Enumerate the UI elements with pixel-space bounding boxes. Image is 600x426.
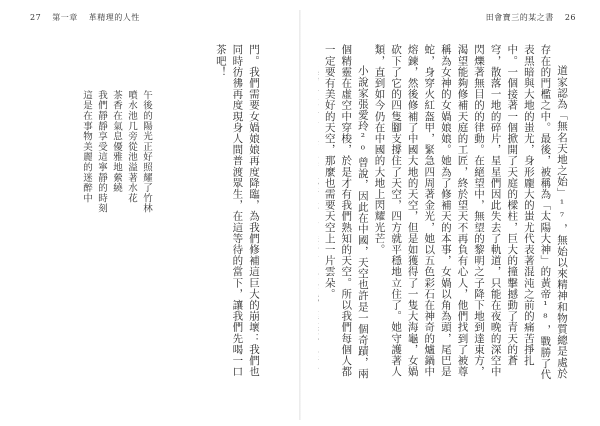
poem-line: 我們靜靜享受這寧靜的時刻 (96, 90, 107, 214)
right-page-number: 26 (564, 13, 576, 22)
book-section-title: 田會寶三的某之書 (485, 13, 554, 22)
poem-line: 噴水池几旁從池溢著水花 (126, 90, 137, 204)
left-page-number: 27 (30, 13, 42, 22)
poem-line: 茶香在氣息優雅地縈繞 (111, 90, 122, 193)
left-page-header (30, 12, 148, 23)
page-gutter (299, 10, 301, 420)
right-page-header (478, 12, 576, 23)
poem-line: 午後的陽光正好照耀了竹林 (141, 90, 152, 214)
body-paragraph: 小說家張愛玲²⁰曾說，因此在中國，天空也許是一個奇蹟，兩個精靈在虛空中穿梭，於是才有我們熟知的天空。所以我們每個人都一定要有美好的天空，那麼也需要天空上一片雲朵。 (323, 44, 369, 379)
right-page-body (318, 44, 570, 384)
left-page-body (194, 44, 262, 384)
body-paragraph: 道家認為「無名天地之始」¹⁷，無始以來精神和物質總是處於存在的門檻之中。最後，被稱為「太陽大神」的黃帝¹⁸，戰勝了代表黑暗與大地的蚩尤，身形龐大的蚩尤代表著混沌之前的痛苦掙扎中。一個接著一個掀開了天庭的樑柱，巨大的撞擊撼動了青天的蒼穹，散落一地的碎片，星星們因此失去了軌道，只能在夜晚的深空中閃爍著無目的的律動。在絕望中，無望的黎明之子降下地到達東方，渴望能夠修補天庭的工匠，終於望天不再負有心人，他們找到了被尊稱為女神的女媧娘娘。她為了修補天的本事，女媧以角為頭，尾巴是蛇，身穿火紅盔甲，緊急四周著金光，她以五色彩石在神奇的爐鍋中熔鍊，然後修補了中國大地的天空，但是如獲得了一隻大海龜，女媧砍下了它的四隻腳支撐住了天空，四方就平穩地立住了。她守護著人類，直到如今仍在中國的大地上閃耀光芒。 (373, 44, 568, 380)
body-paragraph (318, 44, 321, 384)
poem-line: 這是在事物美麗的迷醉中 (81, 90, 92, 204)
chapter-title: 革精理的人性 (88, 13, 140, 22)
body-paragraph: 門。我們需要女媧娘娘再度降臨，為我們修補這巨大的崩壞：我們也同時彷彿再度現身人間普渡眾生，在這等待的當下，讓我們先喝一口茶吧！ (214, 44, 260, 377)
chapter-label: 第一章 (52, 13, 78, 22)
poem-block (64, 90, 154, 320)
